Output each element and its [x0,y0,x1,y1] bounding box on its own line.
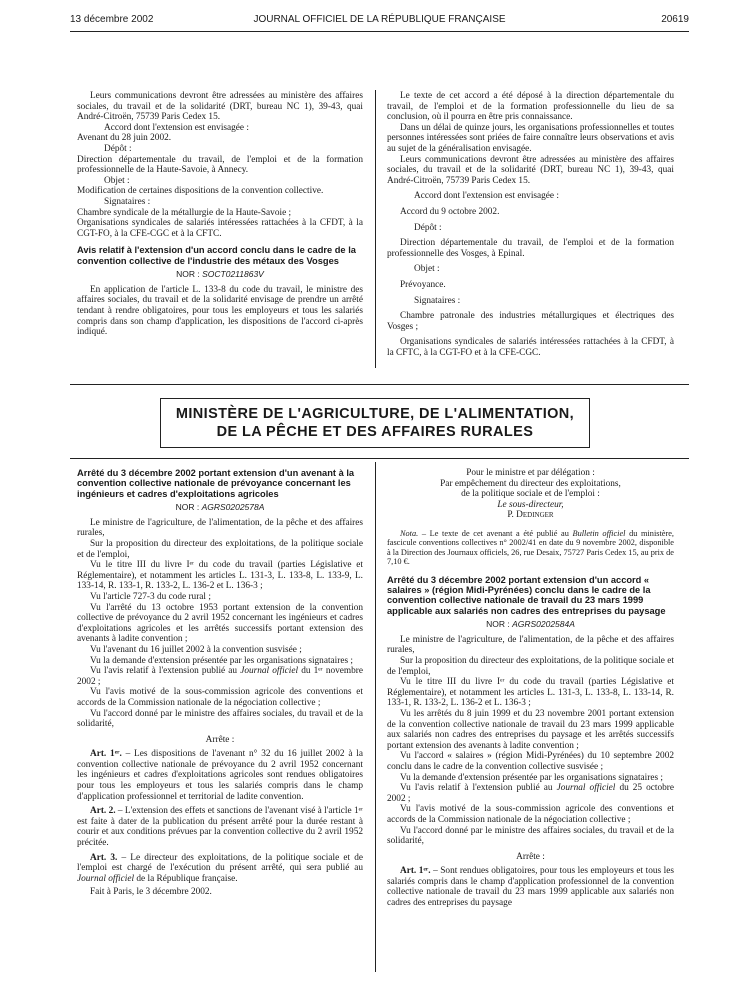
signataire-2: Organisations syndicales de salariés intéressées rattachées à la CFDT, à la CGT-FO, à la CFE-CGC et à la CFTC. [77,218,363,239]
arrete-label: Arrête : [205,734,235,745]
depot-value: Direction départementale du travail, de l'emploi et de la formation professionnelle des Vosges, à Epinal. [387,238,674,259]
ministry-banner [160,398,590,448]
objet-value: Modification de certaines dispositions de la convention collective. [77,186,324,197]
signataire-1: Chambre patronale des industries métallurgiques et électriques des Vosges ; [387,311,674,332]
signataire-1: Chambre syndicale de la métallurgie de la Haute-Savoie ; [77,207,292,218]
article-3 [77,853,363,885]
bottom-right-column [387,468,674,909]
top-right-column [387,91,674,358]
visa-2: Sur la proposition du directeur des exploitations, de la politique sociale et de l'emploi, [387,656,674,677]
visa-7: Vu l'avis motivé de la sous-commission agricole des conventions et accords de la Commission nationale de la négociation collective ; [387,804,674,825]
ministry-line-2: DE LA PÊCHE ET DES AFFAIRES RURALES [216,424,534,440]
depot-label: Dépôt : [104,143,132,154]
bottom-left-column [77,462,363,898]
visa-7: Vu la demande d'extension présentée par les organisations signataires ; [90,655,353,666]
article-2-label: Art. 2. [90,806,116,817]
journal-officiel-ref: Journal officiel [240,666,299,677]
visa-5: Vu l'accord « salaires » (région Midi-Pyrénées) du 10 septembre 2002 conclu dans le cadre de la convention collective susvisée ; [387,751,674,772]
article-1-label: Art. 1ᵉʳ. [400,866,431,877]
article-3-text-b: de la République française. [134,873,238,884]
avis-suffix: du 25 octobre 2002 ; [387,783,675,804]
objet-value: Prévoyance. [400,279,446,290]
fait-a-paris: Fait à Paris, le 3 décembre 2002. [90,887,212,898]
visa-1: Le ministre de l'agriculture, de l'alimentation, de la pêche et des affaires rurales, [387,634,674,656]
header-date: 13 décembre 2002 [70,14,154,25]
objet-label: Objet : [414,264,440,275]
visa-avis [77,666,363,687]
article-1-text: – Sont rendues obligatoires, pour tous les employeurs et tous les salariés compris dans le champ d'application professionnel de la convention collective nationale de travail du 23 mars 1999 applicable aux salariés non cadres des entreprises du paysage [387,866,674,909]
accord-label: Accord dont l'extension est envisagée : [104,122,249,133]
visa-8: Vu l'accord donné par le ministre des affaires sociales, du travail et de la solidarité, [387,825,674,847]
header-page-number: 20619 [661,14,689,25]
depot-value: Direction départementale du travail, de l'emploi et de la formation professionnelle de la Haute-Savoie, à Annecy. [77,154,363,176]
avis-suffix: du 1ᵉʳ novembre 2002 ; [77,666,364,687]
column-divider-top [375,90,376,368]
nota-text-a: – Le texte de cet avenant a été publié au [418,528,573,538]
avis-prefix: Vu l'avis relatif à l'extension publié au [400,783,557,794]
delai-paragraph: Dans un délai de quinze jours, les organisations professionnelles et toutes personnes intéressées sont priées de faire connaître leurs observations et avis au sujet de la généralisation envisagée. [387,122,674,154]
visa-avis [387,783,674,804]
top-left-column [77,91,363,338]
arrete-title: Arrêté du 3 décembre 2002 portant extension d'un accord « salaires » (région Midi-Pyrénées) conclu dans le cadre de la convention collective nationale de travail du 23 mars 1999 applicable aux salariés non cadres des entreprises du paysage [387,574,666,616]
visa-3: Vu le titre III du livre Iᵉʳ du code du travail (parties Législative et Réglementaire), et notamment les articles L. 131-3, L. 133-8, L. 133-14, R. 133-1, R. 133-2, L. 136-2 et L. 136-3 ; [387,677,674,709]
article-2-text: – L'extension des effets et sanctions de l'avenant visé à l'article 1ᵉʳ est faite à dater de la publication du présent arrêté pour la durée restant à courir et aux conditions prévues par la convention collective du 2 avril 1952 précitée. [77,806,364,849]
visa-5: Vu l'arrêté du 13 octobre 1953 portant extension de la convention collective de prévoyance du 2 avril 1952 concernant les ingénieurs et cadres d'exploitations agricoles et les arrêtés successifs portant extension des avenants à ladite convention ; [77,602,363,645]
article-1-label: Art. 1ᵉʳ. [90,749,122,760]
accord-value: Accord du 9 octobre 2002. [400,206,500,217]
depot-label: Dépôt : [414,222,442,233]
arrete-title: Arrêté du 3 décembre 2002 portant extension d'un avenant à la convention collective nationale de prévoyance concernant les ingénieurs et cadres d'exploitations agricoles [77,468,355,499]
nor-code: SOCT0211863V [202,269,264,280]
nor-label: NOR : [175,502,202,513]
nota-text-b: du ministère, fascicule conventions collectives n° 2002/41 en date du 9 novembre 2002, disponible à la Direction des Journaux officiels, 26, rue Desaix, 75727 Paris Cedex 15, au prix de 7,10 €. [387,528,674,567]
avis-prefix: Vu l'avis relatif à l'extension publié au [90,666,241,677]
nor-label: NOR : [176,269,203,280]
article-3-text-a: – Le directeur des exploitations, de la politique sociale et de l'emploi est chargé de l'exécution du présent arrêté, qui sera publié au [77,852,363,874]
signataires-label: Signataires : [104,196,151,207]
signature-name: P. Dedinger [507,510,554,521]
accord-value: Avenant du 28 juin 2002. [77,133,172,144]
visa-3: Vu le titre III du livre Iᵉʳ du code du travail (parties Législative et Réglementaire), et notamment les articles L. 131-3, L. 133-8, L. 133-9, L. 133-14, R. 133-1, R. 133-2, L. 136-2 et L. 136-3 ; [77,560,363,592]
signataires-label: Signataires : [414,295,461,306]
application-paragraph: En application de l'article L. 133-8 du code du travail, le ministre des affaires sociales, du travail et de la solidarité envisage de prendre un arrêté tendant à rendre obligatoires, pour tous les employeurs et tous les salariés compris dans son champ d'application, les dispositions de l'accord ci-après indiqué. [77,284,363,338]
article-2 [77,806,363,848]
nor-reference [387,619,674,630]
page-header [70,14,689,30]
visa-4: Vu les arrêtés du 8 juin 1999 et du 23 novembre 2001 portant extension de la convention collective nationale de travail du 23 mars 1999 applicable aux salariés non cadres des entreprises du paysage et les arrêtés successifs portant extension des avenants à ladite convention ; [387,708,674,751]
journal-officiel-ref: Journal officiel [556,783,616,794]
visa-6: Vu l'avenant du 16 juillet 2002 à la convention susvisée ; [90,644,302,655]
accord-label: Accord dont l'extension est envisagée : [414,191,559,202]
visa-2: Sur la proposition du directeur des exploitations, de la politique sociale et de l'emploi, [77,539,363,560]
visa-4: Vu l'article 727-3 du code rural ; [90,591,211,602]
nor-code: AGRS0202584A [512,619,575,630]
nor-reference [77,269,363,280]
visa-6: Vu la demande d'extension présentée par les organisations signataires ; [400,772,663,783]
visa-1: Le ministre de l'agriculture, de l'alimentation, de la pêche et des affaires rurales, [77,517,363,539]
signataire-2: Organisations syndicales de salariés intéressées rattachées à la CFDT, à la CFTC, à la CGT-FO et à la CFE-CGC. [387,337,674,358]
visa-8: Vu l'avis motivé de la sous-commission agricole des conventions et accords de la Commission nationale de la négociation collective ; [77,687,363,708]
column-divider-bottom [375,462,376,972]
bulletin-officiel-ref: Bulletin officiel [572,528,626,538]
objet-label: Objet : [104,175,130,186]
visa-9: Vu l'accord donné par le ministre des affaires sociales, du travail et de la solidarité, [77,708,363,730]
section-rule-top [70,384,689,385]
nor-reference [77,502,363,513]
article-3-label: Art. 3. [90,852,118,863]
signature-line-2: Par empêchement du directeur des exploitations, [440,478,621,489]
nota-paragraph [387,529,674,567]
article-1 [77,749,363,802]
communications-paragraph: Leurs communications devront être adressées au ministère des affaires sociales, du travail et de la solidarité (DRT, bureau NC 1), 39-43, quai André-Citroën, 75739 Paris Cedex 15. [77,91,363,123]
ministry-line-1: MINISTÈRE DE L'AGRICULTURE, DE L'ALIMENTATION, [175,406,575,422]
section-rule-bottom [70,458,689,459]
nor-label: NOR : [486,619,513,630]
header-rule [70,31,689,32]
signature-line-3: de la politique sociale et de l'emploi : [461,489,600,500]
signature-line-1: Pour le ministre et par délégation : [466,468,595,478]
article-1 [387,866,674,908]
nor-code: AGRS0202578A [201,502,265,513]
avis-title: Avis relatif à l'extension d'un accord conclu dans le cadre de la convention collective de l'industrie des métaux des Vosges [77,245,356,266]
nota-label: Nota. [400,528,419,538]
signature-title: Le sous-directeur, [497,499,564,510]
texte-paragraph: Le texte de cet accord a été déposé à la direction départementale du travail, de l'emploi et de la formation professionnelle du lieu de sa conclusion, où il pourra en être pris connaissance. [387,91,674,123]
communications-paragraph: Leurs communications devront être adressées au ministère des affaires sociales, du travail et de la solidarité (DRT, bureau NC 1), 39-43, quai André-Citroën, 75739 Paris Cedex 15. [387,154,674,186]
arrete-label: Arrête : [516,851,545,862]
journal-officiel-ref: Journal officiel [77,873,135,884]
article-1-text: – Les dispositions de l'avenant n° 32 du 16 juillet 2002 à la convention collective nationale de prévoyance du 2 avril 1952 concernant les ingénieurs et cadres d'exploitations agricoles sont rendues obligatoires pour tous les employeurs et tous les salariés compris dans le champ d'application professionnel et territorial de ladite convention. [77,749,363,802]
header-title: JOURNAL OFFICIEL DE LA RÉPUBLIQUE FRANÇAISE [253,14,506,25]
